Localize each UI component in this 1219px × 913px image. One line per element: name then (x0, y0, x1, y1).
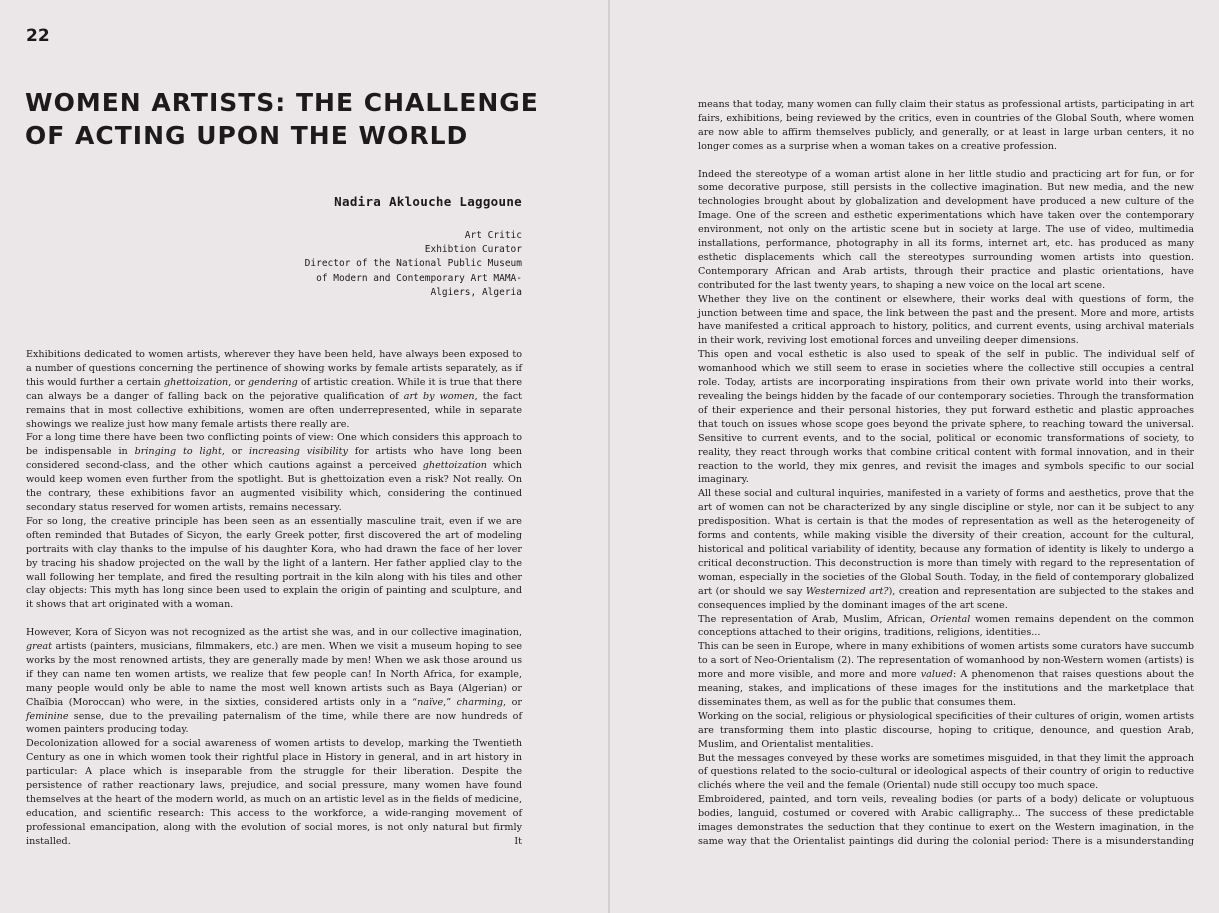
author-name: Nadira Aklouche Laggoune (334, 194, 522, 209)
paragraph: For so long, the creative principle has been seen as an essentially masculine trait, even if we are often reminded that Butades of Sicyon, the early Greek potter, first discovered the art of modeling portraits with clay thanks to the impulse of his daughter Kora, who had drawn the face of her lover by tracing his shadow projected on the wall by the light of a lantern. Her father applied clay to the wall following her template, and fired the resulting portrait in the kiln along with his tiles and other clay objects: This myth has long since been used to explain the origin of painting and sculpture, and it shows that art originated with a woman. (26, 515, 522, 611)
credit-line: of Modern and Contemporary Art MAMA- (316, 272, 522, 284)
paragraph: This can be seen in Europe, where in many exhibitions of women artists some curators have succumb to a sort of Neo-Orientalism (2). The representation of womanhood by non-Western women (artists) is more and more visible, and more and more valued: A phenomenon that raises questions about the meaning, stakes, and implications of these images for the institutions and the marketplace that disseminates them, as well as for the public that consumes them. (698, 641, 1194, 708)
paragraph: Exhibitions dedicated to women artists, wherever they have been held, have always been exposed to a number of questions concerning the pertinence of showing works by female artists separately, as if this would further a certain ghettoization, or gendering of artistic creation. While it is true that there can always be a danger of falling back on the pejorative qualification of art by women, the fact remains that in most collective exhibitions, women are often underrepresented, while in separate showings we realize just how many female artists there really are. (26, 349, 523, 430)
author-credits (305, 229, 522, 300)
paragraph: All these social and cultural inquiries, manifested in a variety of forms and aesthetics, prove that the art of women can not be characterized by any single discipline or style, nor can it be subject to any predisposition. What is certain is that the modes of representation as well as the heterogeneity of forms and contents, while making visible the diversity of their creation, account for the cultural, historical and political variability of identity, because any formation of identity is likely to undergo a critical deconstruction. This deconstruction is more than timely with regard to the representation of woman, especially in the societies of the Global South. Today, in the field of contemporary globalized art (or should we say Westernized art?), creation and representation are subjected to the stakes and consequences implied by the dominant images of the art scene. (698, 488, 1195, 611)
paragraph: Whether they live on the continent or elsewhere, their works deal with questions of form, the junction between time and space, the link between the past and the present. More and more, artists have manifested a critical approach to history, politics, and current events, using archival materials in their work, reviving lost emotional forces and unveiling deeper dimensions. (698, 293, 1194, 347)
credit-line: Algiers, Algeria (430, 286, 522, 298)
left-page (0, 0, 608, 913)
paragraph: Working on the social, religious or physiological specificities of their cultures of origin, women artists are transforming them into plastic discourse, hoping to critique, denounce, and question Arab, Muslim, and Orientalist mentalities. (698, 710, 1194, 750)
paragraph: But the messages conveyed by these works are sometimes misguided, in that they limit the approach of questions related to the socio-cultural or ideological aspects of their country of origin to reductive clichés where the veil and the female (Oriental) nude still occupy too much space. (698, 752, 1194, 792)
paragraph: Embroidered, painted, and torn veils, revealing bodies (or parts of a body) delicate or voluptuous bodies, languid, costumed or covered with Arabic calligraphy... The success of these predictable images demonstrates the seduction that they continue to exert on the Western imagination, in the same way that the Orientalist paintings did during the colonial period: There is a misunderstanding (698, 794, 1194, 848)
paragraph: This open and vocal esthetic is also used to speak of the self in public. The individual self of womanhood which we still seem to erase in societies where the collective still occupies a central role. Today, artists are incorporating inspirations from their own private world into their works, revealing the beings hidden by the facade of our contemporary societies. Through the transformation of their experience and their personal histories, they put forward esthetic and plastic approaches that touch on issues whose scope goes beyond the private sphere, to reaching toward the universal. Sensitive to current events, and to the social, political or economic transformations of society, to reality, they react through works that combine critical content with formal innovation, and in their reaction to the world, they mix genres, and revisit the images and symbols specific to our social imaginary. (698, 349, 1194, 486)
right-page (610, 0, 1219, 913)
credit-line: Art Critic (464, 230, 522, 241)
paragraph: However, Kora of Sicyon was not recognized as the artist she was, and in our collective imagination, great artists (painters, musicians, filmmakers, etc.) are men. When we visit a museum hoping to see works by the most renowned artists, they are generally made by men! When we ask those around us if they can name ten women artists, we realize that few people can! In North Africa, for example, many people would only be able to name the most well known artists such as Baya (Algerian) or Chaïbia (Moroccan) who were, in the sixties, considered artists only in a “naïve,” charming, or feminine sense, due to the prevailing paternalism of the time, while there are now hundreds of women painters producing today. (26, 627, 522, 736)
article-title: WOMEN ARTISTS: THE CHALLENGE OF ACTING UPON THE WORLD (25, 88, 539, 150)
paragraph: For a long time there have been two conflicting points of view: One which considers this approach to be indispensable in bringing to light, or increasing visibility for artists who have long been considered second-class, and the other which cautions against a perceived ghettoization which would keep women even further from the spotlight. But is ghettoization even a risk? Not really. On the contrary, these exhibitions favor an augmented visibility which, considering the continued secondary status reserved for women artists, remains necessary. (26, 432, 522, 513)
credit-line: Director of the National Public Museum (304, 258, 522, 270)
paragraph: The representation of Arab, Muslim, African, Oriental women remains dependent on the common conceptions attached to their origins, traditions, religions, identities... (698, 613, 1195, 639)
credit-line: Exhibtion Curator (424, 244, 522, 256)
paragraph: means that today, many women can fully claim their status as professional artists, participating in art fairs, exhibitions, being reviewed by the critics, even in countries of the Global South, where women are now able to affirm themselves publicly, and generally, or at least in large urban centers, it no longer comes as a surprise when a woman takes on a creative profession. (698, 99, 1194, 152)
right-body-text (698, 98, 1194, 849)
left-body-text (26, 348, 522, 849)
paragraph: Decolonization allowed for a social awareness of women artists to develop, marking the Twentieth Century as one in which women took their rightful place in History in general, and in art history in particular: A place which is inseparable from the struggle for their liberation. Despite the persistence of rather reactionary laws, prejudice, and social pressure, many women have found themselves at the heart of the modern world, as much on an artistic level as in the fields of medicine, education, and scientific research: This access to the workforce, a wide-ranging movement of professional emancipation, along with the evolution of social mores, is not only natural but firmly installed. It (26, 738, 522, 847)
paragraph: Indeed the stereotype of a woman artist alone in her little studio and practicing art for fun, or for some decorative purpose, still persists in the collective imagination. But new media, and the new technologies brought about by globalization and development have produced a new culture of the Image. One of the screen and esthetic experimentations which have taken over the contemporary environment, not only on the artistic scene but in society at large. The use of video, multimedia installations, performance, photography in all its forms, internet art, etc. has produced as many esthetic displacements which call the stereotypes surrounding women artists into question. Contemporary African and Arab artists, through their practice and plastic orientations, have contributed for the last twenty years, to shaping a new voice on the local art scene. (698, 168, 1194, 291)
page-number: 22 (26, 26, 50, 46)
